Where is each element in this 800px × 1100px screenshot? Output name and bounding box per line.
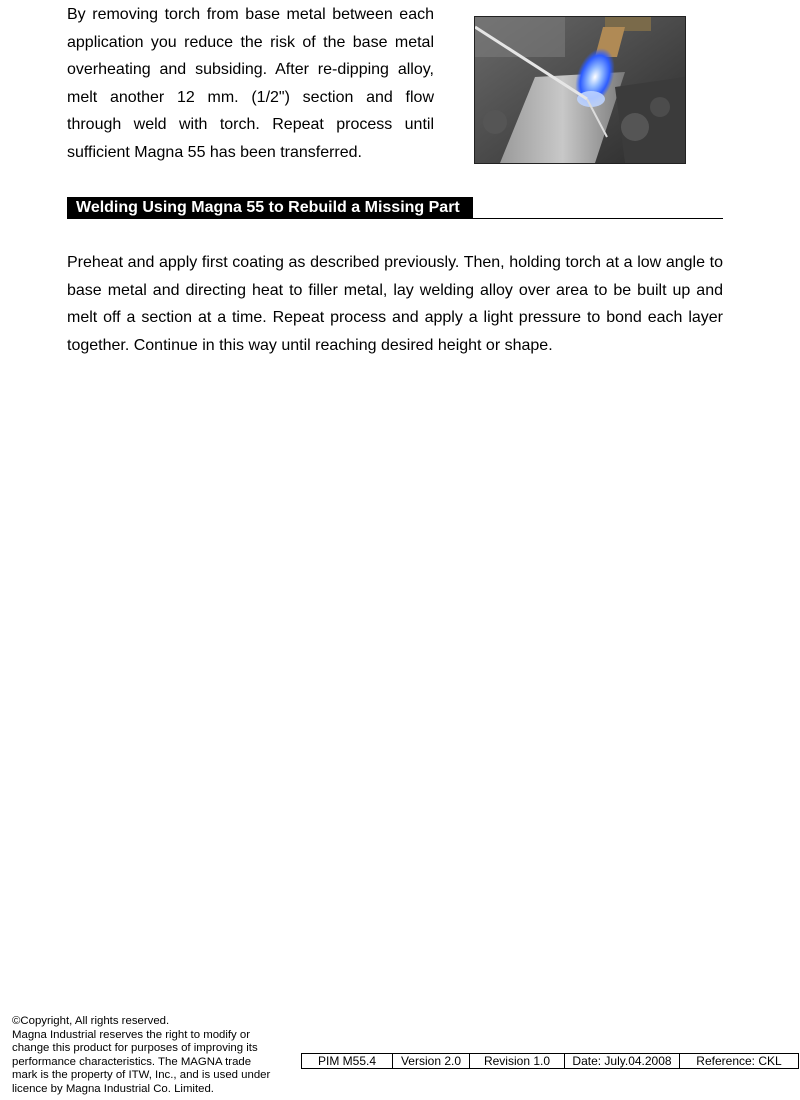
copyright-line: mark is the property of ITW, Inc., and is used under <box>12 1069 271 1082</box>
reference-cell: Reference: CKL <box>680 1054 799 1069</box>
welding-torch-photo <box>474 16 686 164</box>
version-cell: Version 2.0 <box>393 1054 470 1069</box>
revision-cell: Revision 1.0 <box>470 1054 565 1069</box>
section-heading: Welding Using Magna 55 to Rebuild a Missing Part <box>67 197 473 218</box>
copyright-notice <box>12 1015 292 1097</box>
copyright-line: ©Copyright, All rights reserved. <box>12 1015 170 1027</box>
section-heading-bar <box>67 197 723 219</box>
copyright-line: Magna Industrial reserves the right to modify or <box>12 1028 251 1041</box>
section-body-paragraph: Preheat and apply first coating as described previously. Then, holding torch at a low angle to base metal and directing heat to filler metal, lay welding alloy over area to be built up and melt off a section at a time. Repeat process and apply a light pressure to bond each layer together. Continue in this way until reaching desired height or shape. <box>67 254 723 354</box>
copyright-line: performance characteristics. The MAGNA trade <box>12 1055 252 1068</box>
document-info-table <box>301 1053 799 1069</box>
date-cell: Date: July.04.2008 <box>565 1054 680 1069</box>
document-info-row <box>302 1054 799 1069</box>
pim-cell: PIM M55.4 <box>302 1054 393 1069</box>
intro-paragraph: By removing torch from base metal between each application you reduce the risk of the base metal overheating and subsiding. After re-dipping alloy, melt another 12 mm. (1/2") section and flow through weld with torch. Repeat process until sufficient Magna 55 has been transferred. <box>67 6 434 161</box>
copyright-line: change this product for purposes of improving its <box>12 1042 258 1055</box>
copyright-line: licence by Magna Industrial Co. Limited. <box>12 1082 214 1095</box>
